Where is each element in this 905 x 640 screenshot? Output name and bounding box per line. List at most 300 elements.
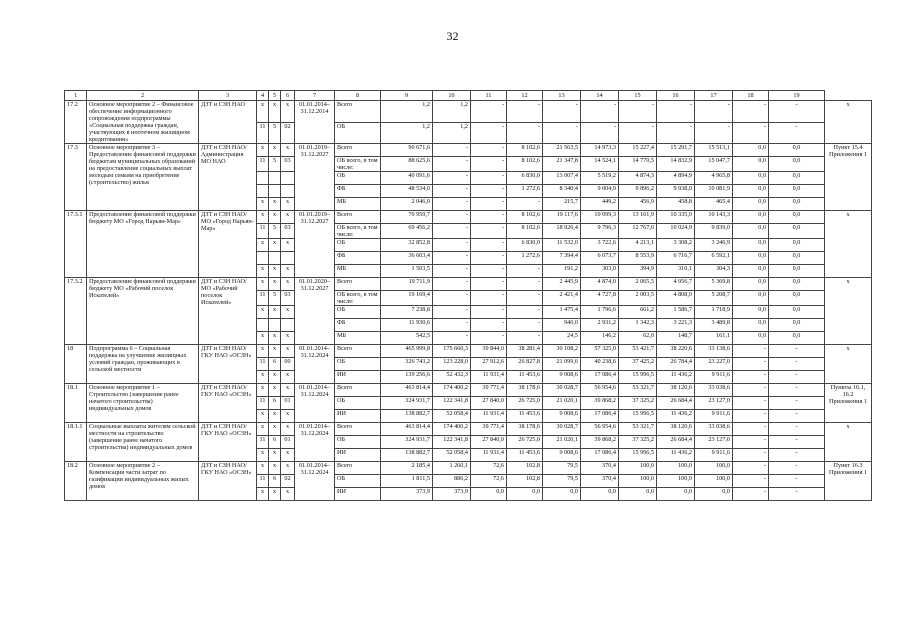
value-cell: 9 008,6 <box>543 410 581 423</box>
value-cell: 0,0 <box>769 185 825 198</box>
value-cell: 17 086,4 <box>581 410 619 423</box>
value-cell: 0,0 <box>769 306 825 319</box>
code-cell: х <box>281 384 295 397</box>
code-cell: х <box>257 144 269 157</box>
value-cell: 40 238,6 <box>581 358 619 371</box>
value-cell: 72,6 <box>471 475 507 488</box>
value-cell: 15 513,1 <box>695 144 733 157</box>
value-cell: 9 839,0 <box>695 224 733 239</box>
value-cell: 175 660,3 <box>433 345 471 358</box>
value-cell: 465 999,8 <box>381 345 433 358</box>
code-cell: х <box>257 198 269 211</box>
value-cell: - <box>581 101 619 123</box>
value-cell: 394,9 <box>619 265 657 278</box>
value-cell: 0,0 <box>769 252 825 265</box>
value-cell: - <box>581 122 619 144</box>
value-cell: 0,0 <box>733 198 769 211</box>
value-cell: 3 308,2 <box>657 239 695 252</box>
value-cell: 0,0 <box>733 224 769 239</box>
code-cell: х <box>257 332 269 345</box>
note: х <box>825 278 872 345</box>
value-cell: 3 221,3 <box>657 319 695 332</box>
value-cell: 70 959,7 <box>381 211 433 224</box>
code-cell: 6 <box>269 475 281 488</box>
value-cell: - <box>507 265 543 278</box>
value-cell: 215,7 <box>543 198 581 211</box>
value-cell: 11 930,6 <box>381 319 433 332</box>
value-cell: 21 020,1 <box>543 436 581 449</box>
value-cell: 0,0 <box>507 488 543 501</box>
value-cell: 100,0 <box>695 462 733 475</box>
value-cell: - <box>433 252 471 265</box>
value-cell: - <box>733 449 769 462</box>
executor: ДЗТ и СЗН НАО <box>199 101 257 144</box>
value-cell: 13 161,9 <box>619 211 657 224</box>
column-number: 17 <box>695 91 733 101</box>
value-cell: 0,0 <box>733 157 769 172</box>
value-cell: 37 425,2 <box>619 358 657 371</box>
value-cell: - <box>733 423 769 436</box>
value-cell: 9 938,0 <box>657 185 695 198</box>
value-cell: 0,0 <box>769 211 825 224</box>
funding-source: Всего <box>335 278 381 291</box>
value-cell: - <box>433 332 471 345</box>
value-cell: 17 086,4 <box>581 371 619 384</box>
funding-source: Всего <box>335 462 381 475</box>
value-cell: 122 341,8 <box>433 397 471 410</box>
column-number: 12 <box>507 91 543 101</box>
value-cell: 1,2 <box>433 101 471 123</box>
code-cell: 02 <box>281 475 295 488</box>
value-cell: - <box>769 475 825 488</box>
value-cell: - <box>471 291 507 306</box>
value-cell: 38 120,6 <box>657 384 695 397</box>
funding-source: ОБ всего, в том числе: <box>335 291 381 306</box>
executor: ДЗТ и СЗН НАО/ МО «Рабочий поселок Искателей» <box>199 278 257 345</box>
value-cell: 4 956,7 <box>657 278 695 291</box>
code-cell: х <box>281 332 295 345</box>
value-cell: 5 208,7 <box>695 291 733 306</box>
value-cell: 26 725,0 <box>507 397 543 410</box>
value-cell: - <box>433 144 471 157</box>
value-cell: 0,0 <box>769 265 825 278</box>
executor: ДЗТ и СЗН НАО/ ГКУ НАО «ОСЗН» <box>199 423 257 462</box>
value-cell: 15 996,5 <box>619 449 657 462</box>
code-cell: х <box>257 345 269 358</box>
column-number: 6 <box>281 91 295 101</box>
code-cell: х <box>269 265 281 278</box>
value-cell: 449,2 <box>581 198 619 211</box>
value-cell: - <box>733 384 769 397</box>
value-cell: - <box>733 358 769 371</box>
code-cell: х <box>269 423 281 436</box>
value-cell: 11 532,0 <box>543 239 581 252</box>
code-cell: 01 <box>281 397 295 410</box>
value-cell: 0,0 <box>769 239 825 252</box>
value-cell: 11 453,6 <box>507 371 543 384</box>
column-number: 1 <box>65 91 87 101</box>
code-cell: х <box>281 265 295 278</box>
value-cell: - <box>733 436 769 449</box>
value-cell: 2 931,2 <box>581 319 619 332</box>
value-cell: 1,2 <box>381 122 433 144</box>
code-cell: х <box>281 144 295 157</box>
value-cell: 0,0 <box>769 172 825 185</box>
value-cell: 27 912,6 <box>471 358 507 371</box>
value-cell: 5 369,8 <box>695 278 733 291</box>
code-cell <box>269 172 281 185</box>
value-cell: 27 840,0 <box>471 436 507 449</box>
value-cell: 39 771,4 <box>471 423 507 436</box>
code-cell <box>269 185 281 198</box>
funding-source: ОБ <box>335 475 381 488</box>
value-cell: 370,4 <box>581 462 619 475</box>
code-cell: 03 <box>281 157 295 172</box>
value-cell: 57 325,0 <box>581 345 619 358</box>
value-cell: 3 722,6 <box>581 239 619 252</box>
value-cell: 33 038,6 <box>695 423 733 436</box>
code-cell: 5 <box>269 157 281 172</box>
column-number: 15 <box>619 91 657 101</box>
code-cell: х <box>269 449 281 462</box>
note: Пункт 16.3 Приложения 1 <box>825 462 872 501</box>
value-cell: 304,3 <box>695 265 733 278</box>
period: 01.01.2014– 31.12.2024 <box>295 423 335 462</box>
code-cell <box>269 319 281 332</box>
code-cell: х <box>269 278 281 291</box>
code-cell: 01 <box>281 436 295 449</box>
value-cell: 0,0 <box>769 157 825 172</box>
value-cell: 37 325,2 <box>619 397 657 410</box>
row-id: 17.3 <box>65 144 87 211</box>
value-cell: 100,0 <box>619 475 657 488</box>
value-cell: - <box>471 306 507 319</box>
value-cell: - <box>471 278 507 291</box>
period: 01.01.2014– 31.12.2024 <box>295 345 335 384</box>
value-cell: 26 684,4 <box>657 436 695 449</box>
column-number: 9 <box>381 91 433 101</box>
value-cell: - <box>471 144 507 157</box>
value-cell: 11 931,4 <box>471 371 507 384</box>
value-cell: 24,5 <box>543 332 581 345</box>
value-cell: 27 840,0 <box>471 397 507 410</box>
funding-source: ОБ <box>335 172 381 185</box>
note: х <box>825 345 872 384</box>
value-cell: 32 852,8 <box>381 239 433 252</box>
value-cell: 0,0 <box>543 488 581 501</box>
funding-source: МБ <box>335 198 381 211</box>
code-cell: х <box>257 462 269 475</box>
value-cell: - <box>507 101 543 123</box>
code-cell: 5 <box>269 224 281 239</box>
code-cell: х <box>257 410 269 423</box>
code-cell: х <box>281 345 295 358</box>
value-cell: - <box>471 101 507 123</box>
code-cell: 11 <box>257 436 269 449</box>
measure-name: Основное мероприятие 2 – Компенсация части затрат по газификации индивидуальных жилых домов <box>87 462 199 501</box>
funding-source: Всего <box>335 345 381 358</box>
value-cell: 138 882,7 <box>381 410 433 423</box>
funding-source: МБ <box>335 265 381 278</box>
value-cell: - <box>471 157 507 172</box>
value-cell: - <box>433 306 471 319</box>
value-cell: 1 272,6 <box>507 252 543 265</box>
header-row <box>65 91 872 101</box>
value-cell: 3 246,9 <box>695 239 733 252</box>
value-cell: 146,2 <box>581 332 619 345</box>
value-cell: - <box>471 224 507 239</box>
column-number: 10 <box>433 91 471 101</box>
code-cell: х <box>269 410 281 423</box>
value-cell: - <box>433 239 471 252</box>
measure-name: Основное мероприятие 3 – Предоставление финансовой поддержки бюджетам муниципальных образований на предоставление социальных выплат молодым семьям на приобретение (строительство) жилья <box>87 144 199 211</box>
value-cell: 458,8 <box>657 198 695 211</box>
code-cell: х <box>269 306 281 319</box>
value-cell: 18 926,4 <box>543 224 581 239</box>
value-cell: 19 117,6 <box>543 211 581 224</box>
value-cell: - <box>471 239 507 252</box>
value-cell: 79,5 <box>543 475 581 488</box>
value-cell: - <box>657 101 695 123</box>
value-cell: 11 436,2 <box>657 449 695 462</box>
value-cell: 10 081,9 <box>695 185 733 198</box>
value-cell: 6 830,0 <box>507 239 543 252</box>
value-cell: 9 911,6 <box>695 371 733 384</box>
value-cell: 11 436,2 <box>657 410 695 423</box>
table-row <box>65 462 872 475</box>
value-cell: 0,0 <box>733 319 769 332</box>
value-cell: 38 120,6 <box>657 423 695 436</box>
value-cell: - <box>733 397 769 410</box>
value-cell: 4 874,3 <box>619 172 657 185</box>
value-cell: 8 102,6 <box>507 211 543 224</box>
code-cell: х <box>257 423 269 436</box>
funding-source: ФБ <box>335 319 381 332</box>
value-cell: 8 553,9 <box>619 252 657 265</box>
value-cell: - <box>433 157 471 172</box>
table-row <box>65 278 872 291</box>
value-cell: 0,0 <box>581 488 619 501</box>
value-cell: 8 340,4 <box>543 185 581 198</box>
table-body <box>65 91 872 501</box>
column-number: 16 <box>657 91 695 101</box>
value-cell: 21 020,1 <box>543 397 581 410</box>
value-cell: - <box>433 265 471 278</box>
code-cell: х <box>269 332 281 345</box>
value-cell: - <box>733 462 769 475</box>
value-cell: 465,4 <box>695 198 733 211</box>
value-cell: 139 256,6 <box>381 371 433 384</box>
column-number: 2 <box>87 91 199 101</box>
value-cell: 2 046,0 <box>381 198 433 211</box>
code-cell: х <box>257 488 269 501</box>
code-cell: х <box>269 345 281 358</box>
funding-source: ИИ <box>335 488 381 501</box>
value-cell: 8 102,6 <box>507 224 543 239</box>
value-cell: 11 931,4 <box>471 410 507 423</box>
value-cell: 11 436,2 <box>657 371 695 384</box>
value-cell: 15 291,7 <box>657 144 695 157</box>
value-cell: 79,5 <box>543 462 581 475</box>
value-cell: 0,0 <box>733 144 769 157</box>
value-cell: 10 335,0 <box>657 211 695 224</box>
value-cell: 4 965,8 <box>695 172 733 185</box>
value-cell: 102,8 <box>507 462 543 475</box>
value-cell: 463 814,4 <box>381 384 433 397</box>
value-cell: 2 445,9 <box>543 278 581 291</box>
code-cell: х <box>257 101 269 123</box>
code-cell: х <box>257 265 269 278</box>
value-cell: 39 771,4 <box>471 384 507 397</box>
value-cell: 0,0 <box>733 252 769 265</box>
code-cell <box>257 185 269 198</box>
value-cell: 15 047,7 <box>695 157 733 172</box>
value-cell: 30 108,2 <box>543 345 581 358</box>
value-cell: 5 519,2 <box>581 172 619 185</box>
code-cell <box>281 252 295 265</box>
value-cell: 456,9 <box>619 198 657 211</box>
value-cell: - <box>733 122 769 144</box>
value-cell: 21 099,6 <box>543 358 581 371</box>
value-cell: - <box>471 198 507 211</box>
period: 01.01.2014– 31.12.2024 <box>295 462 335 501</box>
value-cell: 10 099,3 <box>581 211 619 224</box>
code-cell: х <box>269 101 281 123</box>
note: х <box>825 101 872 144</box>
value-cell: - <box>433 319 471 332</box>
period: 01.01.2019– 31.12.2027 <box>295 144 335 211</box>
value-cell: - <box>471 122 507 144</box>
value-cell: - <box>769 101 825 123</box>
value-cell: 40 091,6 <box>381 172 433 185</box>
value-cell: 2 185,4 <box>381 462 433 475</box>
code-cell: х <box>269 371 281 384</box>
value-cell: 324 931,7 <box>381 397 433 410</box>
table-row <box>65 144 872 157</box>
code-cell: 11 <box>257 122 269 144</box>
code-cell <box>281 319 295 332</box>
executor: ДЗТ и СЗН НАО/ Администрация МО НАО <box>199 144 257 211</box>
funding-source: ОБ <box>335 122 381 144</box>
value-cell: - <box>433 211 471 224</box>
value-cell: 3 489,8 <box>695 319 733 332</box>
value-cell: 0,0 <box>619 488 657 501</box>
code-cell: х <box>257 384 269 397</box>
value-cell: 303,0 <box>581 265 619 278</box>
value-cell: - <box>471 252 507 265</box>
value-cell: 9 008,6 <box>543 371 581 384</box>
value-cell: 0,0 <box>733 239 769 252</box>
value-cell: 0,0 <box>733 185 769 198</box>
code-cell: х <box>281 306 295 319</box>
funding-source: ОБ всего, в том числе: <box>335 157 381 172</box>
value-cell: - <box>769 488 825 501</box>
value-cell: 174 400,2 <box>433 384 471 397</box>
value-cell: 37 325,2 <box>619 436 657 449</box>
value-cell: 15 996,5 <box>619 371 657 384</box>
value-cell: - <box>769 384 825 397</box>
period: 01.01.2014– 31.12.2014 <box>295 101 335 144</box>
code-cell <box>281 185 295 198</box>
value-cell: - <box>433 291 471 306</box>
value-cell: 38 178,6 <box>507 384 543 397</box>
value-cell: 6 830,0 <box>507 172 543 185</box>
code-cell: 02 <box>281 122 295 144</box>
note: Пункты 16.1, 16.2 Приложения 1 <box>825 384 872 423</box>
period: 01.01.2019– 31.12.2027 <box>295 211 335 278</box>
value-cell: 39 844,0 <box>471 345 507 358</box>
value-cell: - <box>657 122 695 144</box>
value-cell: - <box>695 101 733 123</box>
value-cell: 19 169,4 <box>381 291 433 306</box>
column-number: 5 <box>269 91 281 101</box>
value-cell: 0,0 <box>695 488 733 501</box>
funding-source: ОБ всего, в том числе: <box>335 224 381 239</box>
value-cell: 39 868,2 <box>581 397 619 410</box>
executor: ДЗТ и СЗН НАО/ ГКУ НАО «ОСЗН» <box>199 384 257 423</box>
code-cell: 6 <box>269 358 281 371</box>
note: х <box>825 423 872 462</box>
value-cell: - <box>543 122 581 144</box>
value-cell: 0,0 <box>733 265 769 278</box>
code-cell: 11 <box>257 157 269 172</box>
code-cell: х <box>281 211 295 224</box>
value-cell: 161,1 <box>695 332 733 345</box>
value-cell: 0,0 <box>657 488 695 501</box>
value-cell: - <box>733 410 769 423</box>
value-cell: 52 058,4 <box>433 410 471 423</box>
funding-source: ИИ <box>335 371 381 384</box>
code-cell: х <box>281 423 295 436</box>
value-cell: 1 260,1 <box>433 462 471 475</box>
value-cell: 33 038,6 <box>695 384 733 397</box>
code-cell <box>257 252 269 265</box>
value-cell: - <box>433 172 471 185</box>
column-number: 11 <box>471 91 507 101</box>
measure-name: Социальные выплаты жителям сельской местности на строительство (завершение ранее начатого строительства) индивидуальных домов <box>87 423 199 462</box>
value-cell: - <box>543 101 581 123</box>
value-cell: 0,0 <box>733 332 769 345</box>
value-cell: - <box>507 291 543 306</box>
value-cell: - <box>471 172 507 185</box>
value-cell: - <box>433 224 471 239</box>
value-cell: - <box>769 449 825 462</box>
value-cell: 0,0 <box>769 198 825 211</box>
value-cell: 2 003,5 <box>619 291 657 306</box>
column-number: 19 <box>769 91 825 101</box>
value-cell: 0,0 <box>733 172 769 185</box>
executor: ДЗТ и СЗН НАО/ ГКУ НАО «ОСЗН» <box>199 345 257 384</box>
value-cell: 12 767,0 <box>619 224 657 239</box>
value-cell: 69 456,2 <box>381 224 433 239</box>
value-cell: - <box>433 185 471 198</box>
value-cell: 23 127,0 <box>695 397 733 410</box>
value-cell: 9 008,6 <box>543 449 581 462</box>
value-cell: 6 073,7 <box>581 252 619 265</box>
column-number: 18 <box>733 91 769 101</box>
value-cell: - <box>619 122 657 144</box>
value-cell: 148,7 <box>657 332 695 345</box>
column-number: 8 <box>335 91 381 101</box>
value-cell: 661,2 <box>619 306 657 319</box>
value-cell: - <box>433 198 471 211</box>
value-cell: - <box>507 198 543 211</box>
row-id: 17.3.2 <box>65 278 87 345</box>
code-cell: х <box>269 198 281 211</box>
value-cell: 138 882,7 <box>381 449 433 462</box>
code-cell: 11 <box>257 291 269 306</box>
value-cell: 6 716,7 <box>657 252 695 265</box>
